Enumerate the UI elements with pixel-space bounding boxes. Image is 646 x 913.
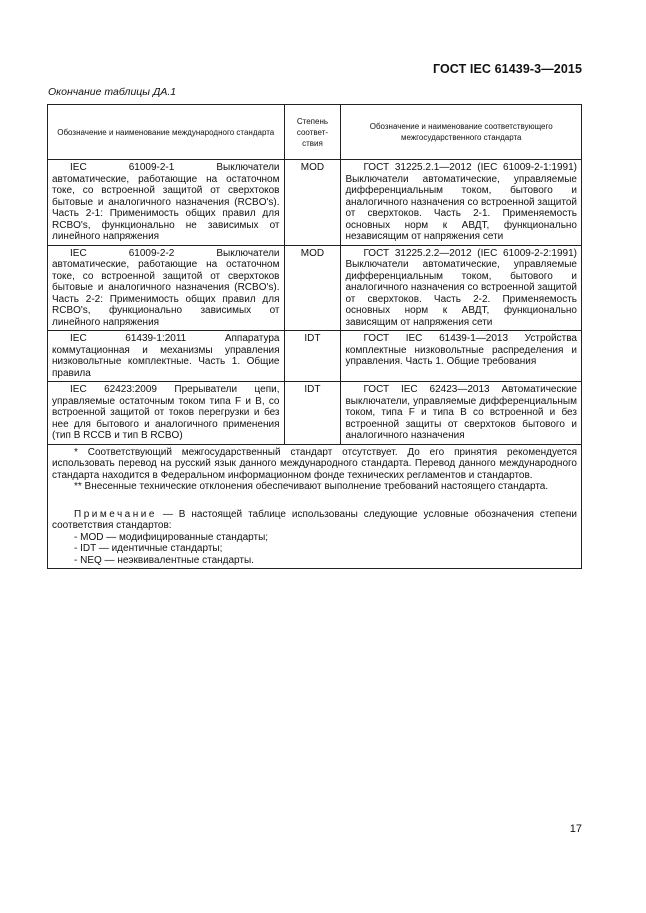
table-row [48, 382, 582, 445]
document-code: ГОСТ IEC 61439-3—2015 [432, 62, 582, 76]
footnote-row [48, 444, 582, 569]
table-row [48, 245, 582, 331]
footnote-double-star: ** Внесенные технические отклонения обеспечивают выполнение требований настоящего стандарта. [74, 481, 549, 492]
table-row [48, 160, 582, 246]
intl-standard-cell: IEC 62423:2009 Прерыватели цепи, управляемые остаточным током типа F и B, со встроенной защитой от токов перегрузки и без нее для бытового и аналогичного применения (тип B RCCB и тип B RCBO) [48, 382, 285, 445]
column-header-international: Обозначение и наименование международного стандарта [48, 105, 285, 160]
table-row [48, 331, 582, 382]
national-standard-cell: ГОСТ IEC 61439-1—2013 Устройства комплектные низковольтные распределения и управления. Часть 1. Общие требования [341, 331, 582, 382]
note-list-item: - MOD — модифицированные стандарты; [74, 531, 269, 543]
degree-cell: IDT [284, 382, 341, 445]
note-list-item: - IDT — идентичные стандарты; [74, 543, 223, 554]
national-standard-cell: ГОСТ 31225.2.2—2012 (IEC 61009-2-2:1991) Выключатели автоматические, управляемые дифференциальным током, бытового и аналогичного назначения со встроенной защитой от сверхтоков. Часть 2-2. Применяемость основных норм к АВДТ, функционально зависящим от напряжения сети [341, 245, 582, 331]
footnote-single-star: * Соответствующий межгосударственный стандарт отсутствует. До его принятия рекомендуется использовать перевод на русский язык данного международного стандарта. Перевод данного международного стандарта находится в Федеральном информационном фонде технических регламентов и стандартов. [52, 446, 577, 481]
note-label: Примечание [74, 508, 157, 520]
intl-standard-cell: IEC 61009-2-2 Выключатели автоматические, работающие на остаточном токе, со встроенной защитой от сверхтоков бытовые и аналогичного назначения (RCBO's). Часть 2-2: Применимость общих правил для RCBO's, функционально зависимых от линейного напряжения [48, 245, 285, 331]
table-header-row [48, 105, 582, 160]
degree-cell: MOD [284, 245, 341, 331]
footnote-cell [48, 444, 582, 569]
national-standard-cell: ГОСТ IEC 62423—2013 Автоматические выключатели, управляемые дифференциальным током, типа F и типа B со встроенной и без встроенной защиты от сверхтоков бытового и аналогичного назначения [341, 382, 582, 445]
table-caption: Окончание таблицы ДА.1 [48, 86, 177, 98]
column-header-national: Обозначение и наименование соответствующего межгосударственного стандарта [341, 105, 582, 160]
degree-cell: MOD [284, 160, 341, 246]
national-standard-cell: ГОСТ 31225.2.1—2012 (IEC 61009-2-1:1991) Выключатели автоматические, управляемые дифференциальным током, бытового и аналогичного назначения со встроенной защитой от сверхтоков. Часть 2-1. Применяемость основных норм к АВДТ, функционально независящим от напряжения сети [341, 160, 582, 246]
note-text: — В настоящей таблице использованы следующие условные обозначения степени соответствия стандартов: [52, 508, 577, 531]
note-paragraph [52, 509, 577, 532]
degree-cell: IDT [284, 331, 341, 382]
intl-standard-cell: IEC 61439-1:2011 Аппаратура коммутационная и механизмы управления низковольтные комплектные. Часть 1. Общие правила [48, 331, 285, 382]
page-number: 17 [569, 823, 582, 835]
intl-standard-cell: IEC 61009-2-1 Выключатели автоматические, работающие на остаточном токе, со встроенной защитой от сверхтоков бытовые и аналогичного назначения (RCBO's). Часть 2-1: Применимость общих правил для RCBO's, функционально не зависимых от линейного напряжения [48, 160, 285, 246]
column-header-degree: Степень соответ-ствия [284, 105, 341, 160]
note-list-item: - NEQ — неэквивалентные стандарты. [74, 554, 254, 566]
standards-table [47, 104, 582, 569]
